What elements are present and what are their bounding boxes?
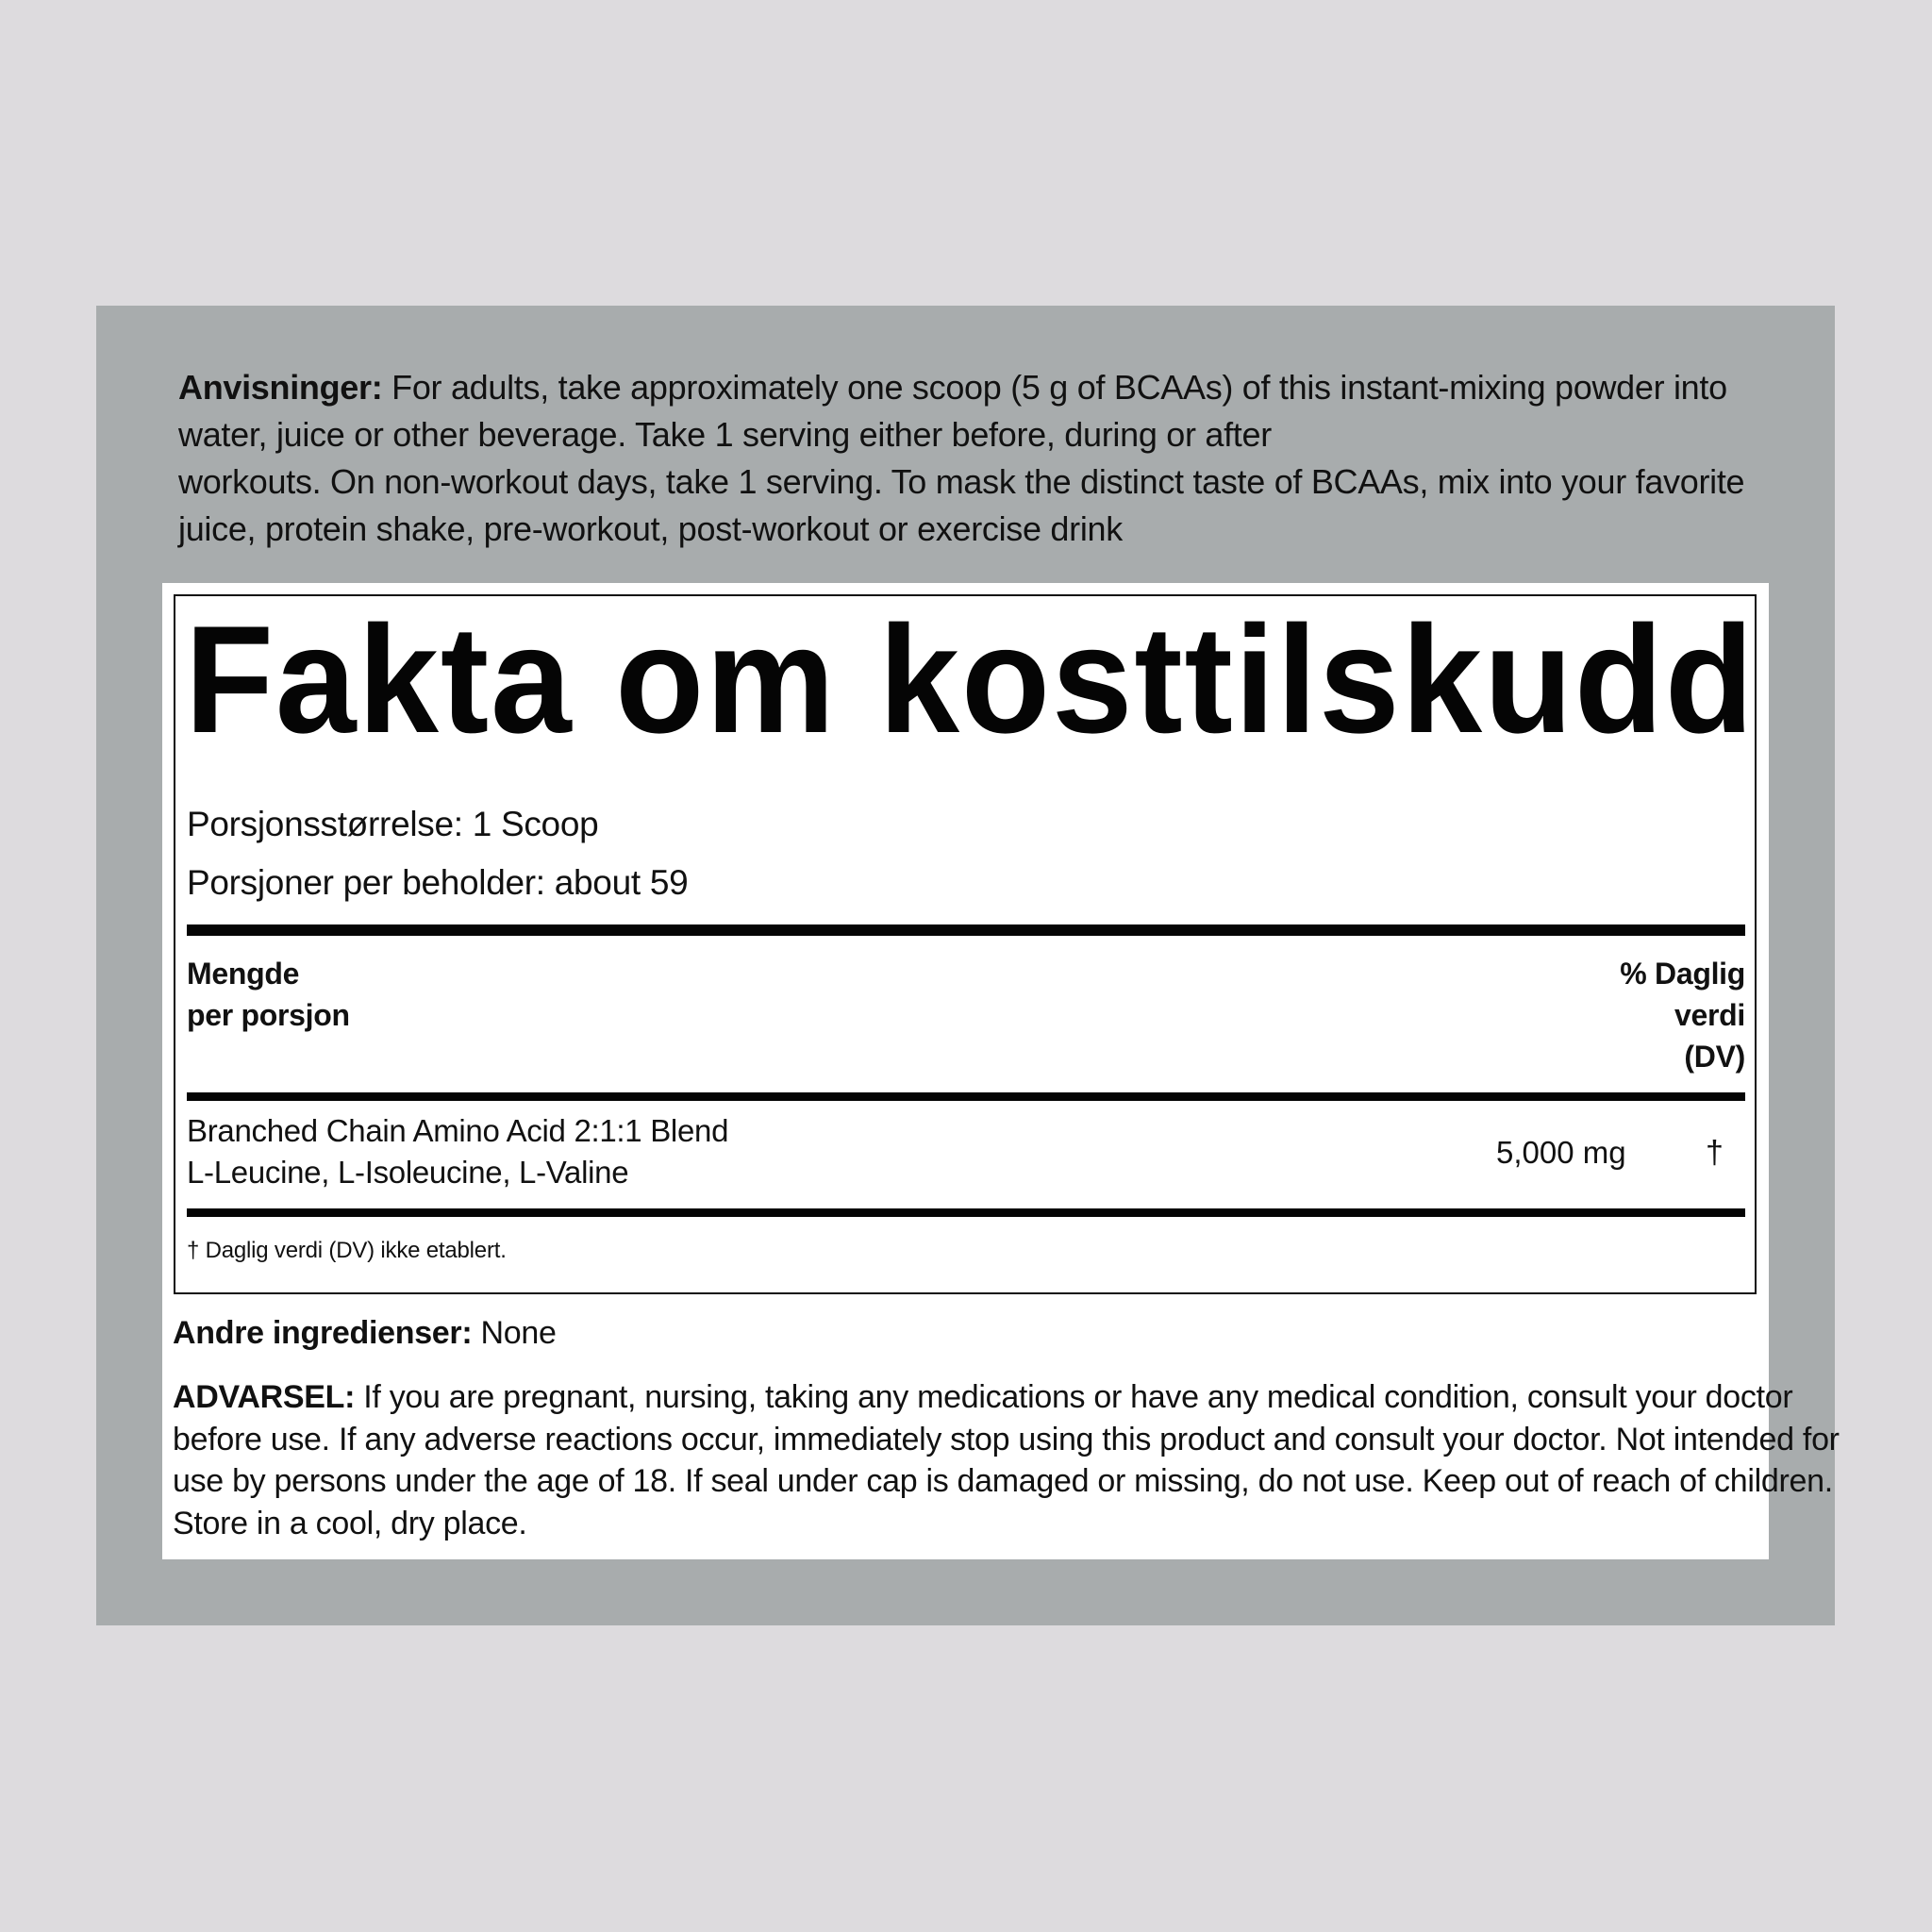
other-ingredients [173, 1311, 557, 1355]
facts-title: Fakta om kosttilskudd [185, 594, 1756, 765]
nutrient-daily-value: † [1706, 1135, 1724, 1171]
daily-value-header [1620, 953, 1745, 1077]
directions-label: Anvisninger: [178, 368, 383, 407]
directions-line: juice, protein shake, pre-workout, post-workout or exercise drink [178, 509, 1123, 548]
header-line: verdi [1674, 998, 1745, 1032]
dv-footnote: † Daglig verdi (DV) ikke etablert. [187, 1238, 507, 1263]
warning-line [173, 1376, 1793, 1419]
directions-text [178, 364, 1754, 553]
warning-label: ADVARSEL: [173, 1379, 356, 1415]
amount-per-serving-header [187, 953, 350, 1036]
nutrient-name-line: Branched Chain Amino Acid 2:1:1 Blend [187, 1113, 729, 1148]
divider [187, 1208, 1745, 1217]
warning-line: Store in a cool, dry place. [173, 1505, 527, 1541]
header-line: (DV) [1684, 1040, 1745, 1074]
thick-divider [187, 924, 1745, 936]
warning-line-text: If you are pregnant, nursing, taking any medications or have any medical condition, consult your doctor [363, 1379, 1793, 1415]
divider [187, 1092, 1745, 1101]
nutrient-name-line: L-Leucine, L-Isoleucine, L-Valine [187, 1155, 629, 1190]
header-line: % Daglig [1620, 957, 1745, 991]
directions-line: water, juice or other beverage. Take 1 serving either before, during or after [178, 415, 1272, 454]
directions-line-text: For adults, take approximately one scoop (5 g of BCAAs) of this instant-mixing powder into [391, 368, 1727, 407]
warning-text [173, 1376, 1840, 1544]
servings-per-container: Porsjoner per beholder: about 59 [187, 863, 689, 902]
other-ingredients-value: None [480, 1315, 557, 1351]
nutrient-name [187, 1110, 728, 1193]
directions-line: workouts. On non-workout days, take 1 serving. To mask the distinct taste of BCAAs, mix into your favorite [178, 462, 1745, 501]
other-ingredients-label: Andre ingredienser: [173, 1315, 473, 1351]
supplement-facts-box [174, 594, 1757, 1294]
header-line: per porsjon [187, 998, 350, 1032]
warning-line: before use. If any adverse reactions occur, immediately stop using this product and consult your doctor. Not intended for [173, 1421, 1840, 1457]
nutrient-amount: 5,000 mg [1496, 1135, 1626, 1170]
header-line: Mengde [187, 957, 300, 991]
warning-line: use by persons under the age of 18. If seal under cap is damaged or missing, do not use. Keep out of reach of children. [173, 1463, 1833, 1499]
serving-size: Porsjonsstørrelse: 1 Scoop [187, 805, 599, 843]
directions-line [178, 364, 1754, 411]
